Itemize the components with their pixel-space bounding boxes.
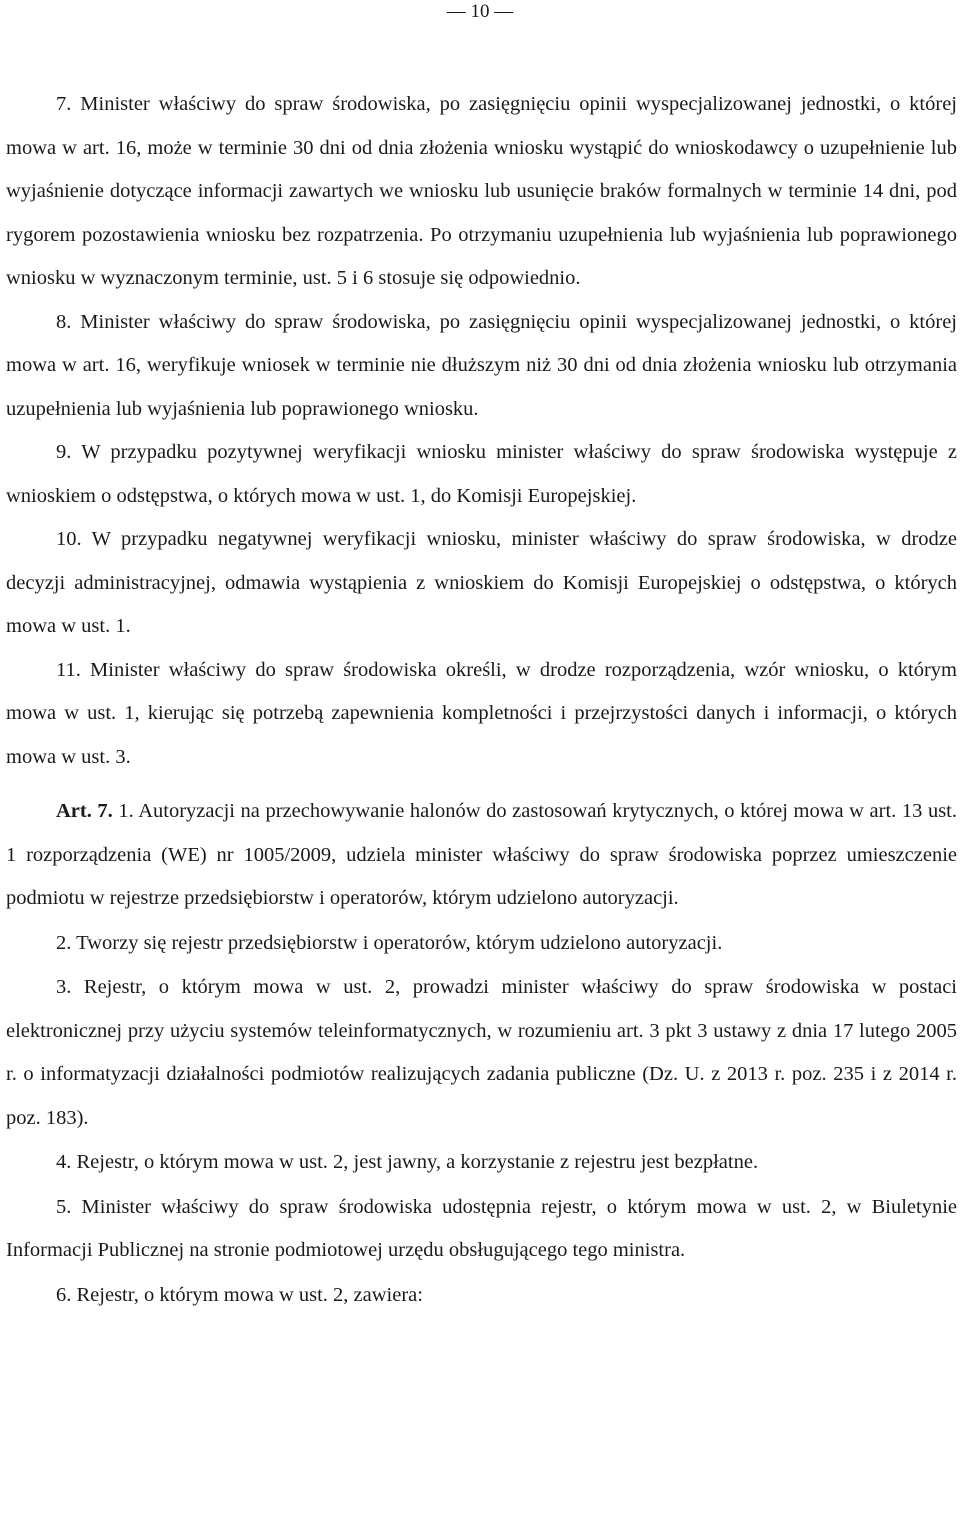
paragraph-8: 8. Minister właściwy do spraw środowiska, po zasięgnięciu opinii wyspecjalizowanej jednostki, o której mowa w art. 16, weryfikuje wniosek w terminie nie dłuższym niż 30 dni od dnia złożenia wniosku lub otrzymania uzupełnienia lub wyjaśnienia lub poprawionego wniosku. [6, 310, 957, 420]
paragraph-11: 11. Minister właściwy do spraw środowiska określi, w drodze rozporządzenia, wzór wniosku, o którym mowa w ust. 1, kierując się potrzebą zapewnienia kompletności i przejrzystości danych i informacji, o których mowa w ust. 3. [6, 658, 957, 768]
article-7-paragraph-2: 2. Tworzy się rejestr przedsiębiorstw i operatorów, którym udzielono autoryzacji. [56, 931, 723, 954]
article-7-paragraph-1 [6, 790, 957, 921]
page-number: — 10 — [446, 1, 514, 22]
article-7-paragraph-3: 3. Rejestr, o którym mowa w ust. 2, prowadzi minister właściwy do spraw środowiska w postaci elektronicznej przy użyciu systemów teleinformatycznych, w rozumieniu art. 3 pkt 3 ustawy z dnia 17 lutego 2005 r. o informatyzacji działalności podmiotów realizujących zadania publiczne (Dz. U. z 2013 r. poz. 235 i z 2014 r. poz. 183). [6, 976, 957, 1129]
article-label: Art. 7. [56, 800, 113, 822]
document-body [6, 83, 957, 1317]
paragraph-7: 7. Minister właściwy do spraw środowiska, po zasięgnięciu opinii wyspecjalizowanej jednostki, o której mowa w art. 16, może w terminie 30 dni od dnia złożenia wniosku wystąpić do wnioskodawcy o uzupełnienie lub wyjaśnienie dotyczące informacji zawartych we wniosku lub usunięcie braków formalnych w terminie 14 dni, pod rygorem pozostawienia wniosku bez rozpatrzenia. Po otrzymaniu uzupełnienia lub wyjaśnienia lub poprawionego wniosku w wyznaczonym terminie, ust. 5 i 6 stosuje się odpowiednio. [6, 93, 957, 289]
article-7-paragraph-4: 4. Rejestr, o którym mowa w ust. 2, jest jawny, a korzystanie z rejestru jest bezpłatne. [56, 1151, 759, 1173]
paragraph-9: 9. W przypadku pozytywnej weryfikacji wniosku minister właściwy do spraw środowiska występuje z wnioskiem o odstępstwa, o których mowa w ust. 1, do Komisji Europejskiej. [6, 441, 957, 507]
paragraph-10: 10. W przypadku negatywnej weryfikacji wniosku, minister właściwy do spraw środowiska, w drodze decyzji administracyjnej, odmawia wystąpienia z wnioskiem do Komisji Europejskiej o odstępstwa, o których mowa w ust. 1. [6, 528, 957, 637]
article-7-paragraph-5: 5. Minister właściwy do spraw środowiska udostępnia rejestr, o którym mowa w ust. 2, w Biuletynie Informacji Publicznej na stronie podmiotowej urzędu obsługującego tego ministra. [6, 1195, 957, 1261]
article-7-paragraph-1-text: 1. Autoryzacji na przechowywanie halonów do zastosowań krytycznych, o której mowa w art. 13 ust. 1 rozporządzenia (WE) nr 1005/2009, udziela minister właściwy do spraw środowiska poprzez umieszczenie podmiotu w rejestrze przedsiębiorstw i operatorów, którym udzielono autoryzacji. [6, 800, 957, 909]
article-7-paragraph-6: 6. Rejestr, o którym mowa w ust. 2, zawiera: [56, 1283, 423, 1306]
